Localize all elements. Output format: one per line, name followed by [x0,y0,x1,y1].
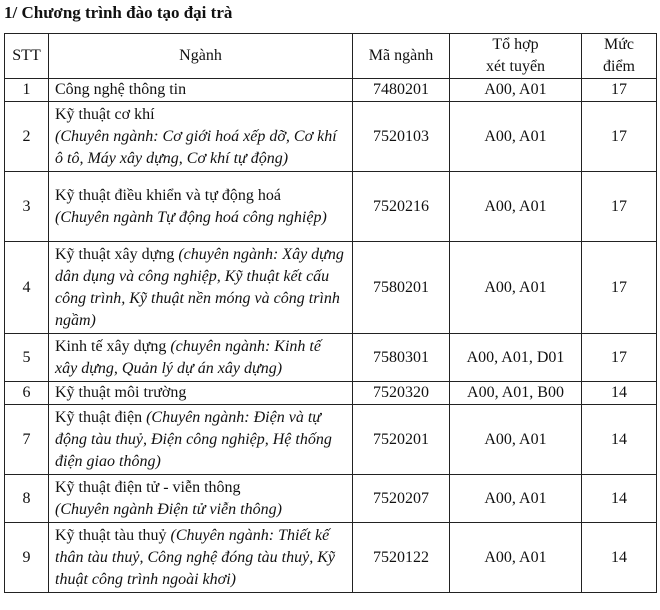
major-name: Kỹ thuật điện tử - viễn thông [55,478,241,496]
cell-nganh [49,79,353,102]
cell-nganh [49,172,353,242]
cell-to-hop: A00, A01 [450,523,582,593]
major-name: Công nghệ thông tin [55,81,187,98]
cell-to-hop: A00, A01 [450,242,582,334]
cell-to-hop: A00, A01 [450,405,582,475]
cell-to-hop: A00, A01 [450,79,582,102]
major-specialization: (Chuyên ngành Điện tử viễn thông) [55,500,282,518]
section-heading: 1/ Chương trình đào tạo đại trà [4,3,233,22]
cell-stt: 9 [5,523,49,593]
major-name: Kỹ thuật xây dựng [55,245,175,263]
major-name: Kỹ thuật môi trường [55,384,187,401]
major-specialization: (Chuyên ngành Tự động hoá công nghiệp) [55,208,327,226]
cell-muc-diem: 17 [582,102,657,172]
col-header-to-hop: Tổ hợp xét tuyển [450,34,582,79]
cell-ma-nganh: 7520201 [353,405,450,475]
cell-muc-diem: 14 [582,523,657,593]
cell-to-hop: A00, A01 [450,475,582,523]
col-header-ma-nganh: Mã ngành [353,34,450,79]
col-header-stt: STT [5,34,49,79]
cell-muc-diem: 17 [582,334,657,382]
cell-ma-nganh: 7480201 [353,79,450,102]
major-specialization: (chuyên ngành: Xây dựng dân dụng và công nghiệp, Kỹ thuật kết cấu công trình, Kỹ thuật nền móng và công trình ngầm) [55,245,344,329]
table-row [5,102,657,172]
cell-stt: 3 [5,172,49,242]
major-name: Kỹ thuật tàu thuỷ [55,526,167,544]
cell-muc-diem: 17 [582,79,657,102]
table-row [5,523,657,593]
table-row [5,242,657,334]
cell-muc-diem: 14 [582,382,657,405]
table-row [5,405,657,475]
cell-stt: 6 [5,382,49,405]
cell-nganh [49,102,353,172]
table-row [5,382,657,405]
col-header-nganh: Ngành [49,34,353,79]
cell-muc-diem: 14 [582,475,657,523]
major-name: Kỹ thuật điều khiển và tự động hoá [55,186,281,204]
cell-muc-diem: 17 [582,172,657,242]
cell-nganh [49,334,353,382]
cell-stt: 2 [5,102,49,172]
admission-table [4,33,657,593]
cell-ma-nganh: 7580201 [353,242,450,334]
cell-nganh [49,382,353,405]
cell-ma-nganh: 7520216 [353,172,450,242]
table-row [5,172,657,242]
col-header-muc-diem: Mức điểm [582,34,657,79]
header-row [5,34,657,79]
cell-nganh [49,523,353,593]
cell-ma-nganh: 7520103 [353,102,450,172]
table-row [5,79,657,102]
cell-stt: 8 [5,475,49,523]
major-name: Kỹ thuật điện [55,408,143,426]
cell-stt: 1 [5,79,49,102]
cell-nganh [49,405,353,475]
major-specialization: (chuyên ngành: Kinh tế xây dựng, Quản lý dự án xây dựng) [55,337,321,377]
major-specialization: (Chuyên ngành: Điện và tự động tàu thuỷ, Điện công nghiệp, Hệ thống điện giao thông) [55,408,332,470]
cell-to-hop: A00, A01 [450,102,582,172]
major-specialization: (Chuyên ngành: Cơ giới hoá xếp dỡ, Cơ khí ô tô, Máy xây dựng, Cơ khí tự động) [55,127,337,167]
major-name: Kinh tế xây dựng [55,337,167,355]
cell-nganh [49,475,353,523]
cell-stt: 7 [5,405,49,475]
major-name: Kỹ thuật cơ khí [55,105,155,123]
cell-nganh [49,242,353,334]
major-specialization: (Chuyên ngành: Thiết kế thân tàu thuỷ, Công nghệ đóng tàu thuỷ, Kỹ thuật công trình ngoài khơi) [55,526,335,588]
cell-ma-nganh: 7520207 [353,475,450,523]
table-row [5,334,657,382]
cell-ma-nganh: 7520320 [353,382,450,405]
cell-muc-diem: 17 [582,242,657,334]
table-row [5,475,657,523]
cell-to-hop: A00, A01, D01 [450,334,582,382]
cell-stt: 5 [5,334,49,382]
cell-to-hop: A00, A01 [450,172,582,242]
cell-muc-diem: 14 [582,405,657,475]
cell-ma-nganh: 7580301 [353,334,450,382]
cell-to-hop: A00, A01, B00 [450,382,582,405]
cell-stt: 4 [5,242,49,334]
cell-ma-nganh: 7520122 [353,523,450,593]
